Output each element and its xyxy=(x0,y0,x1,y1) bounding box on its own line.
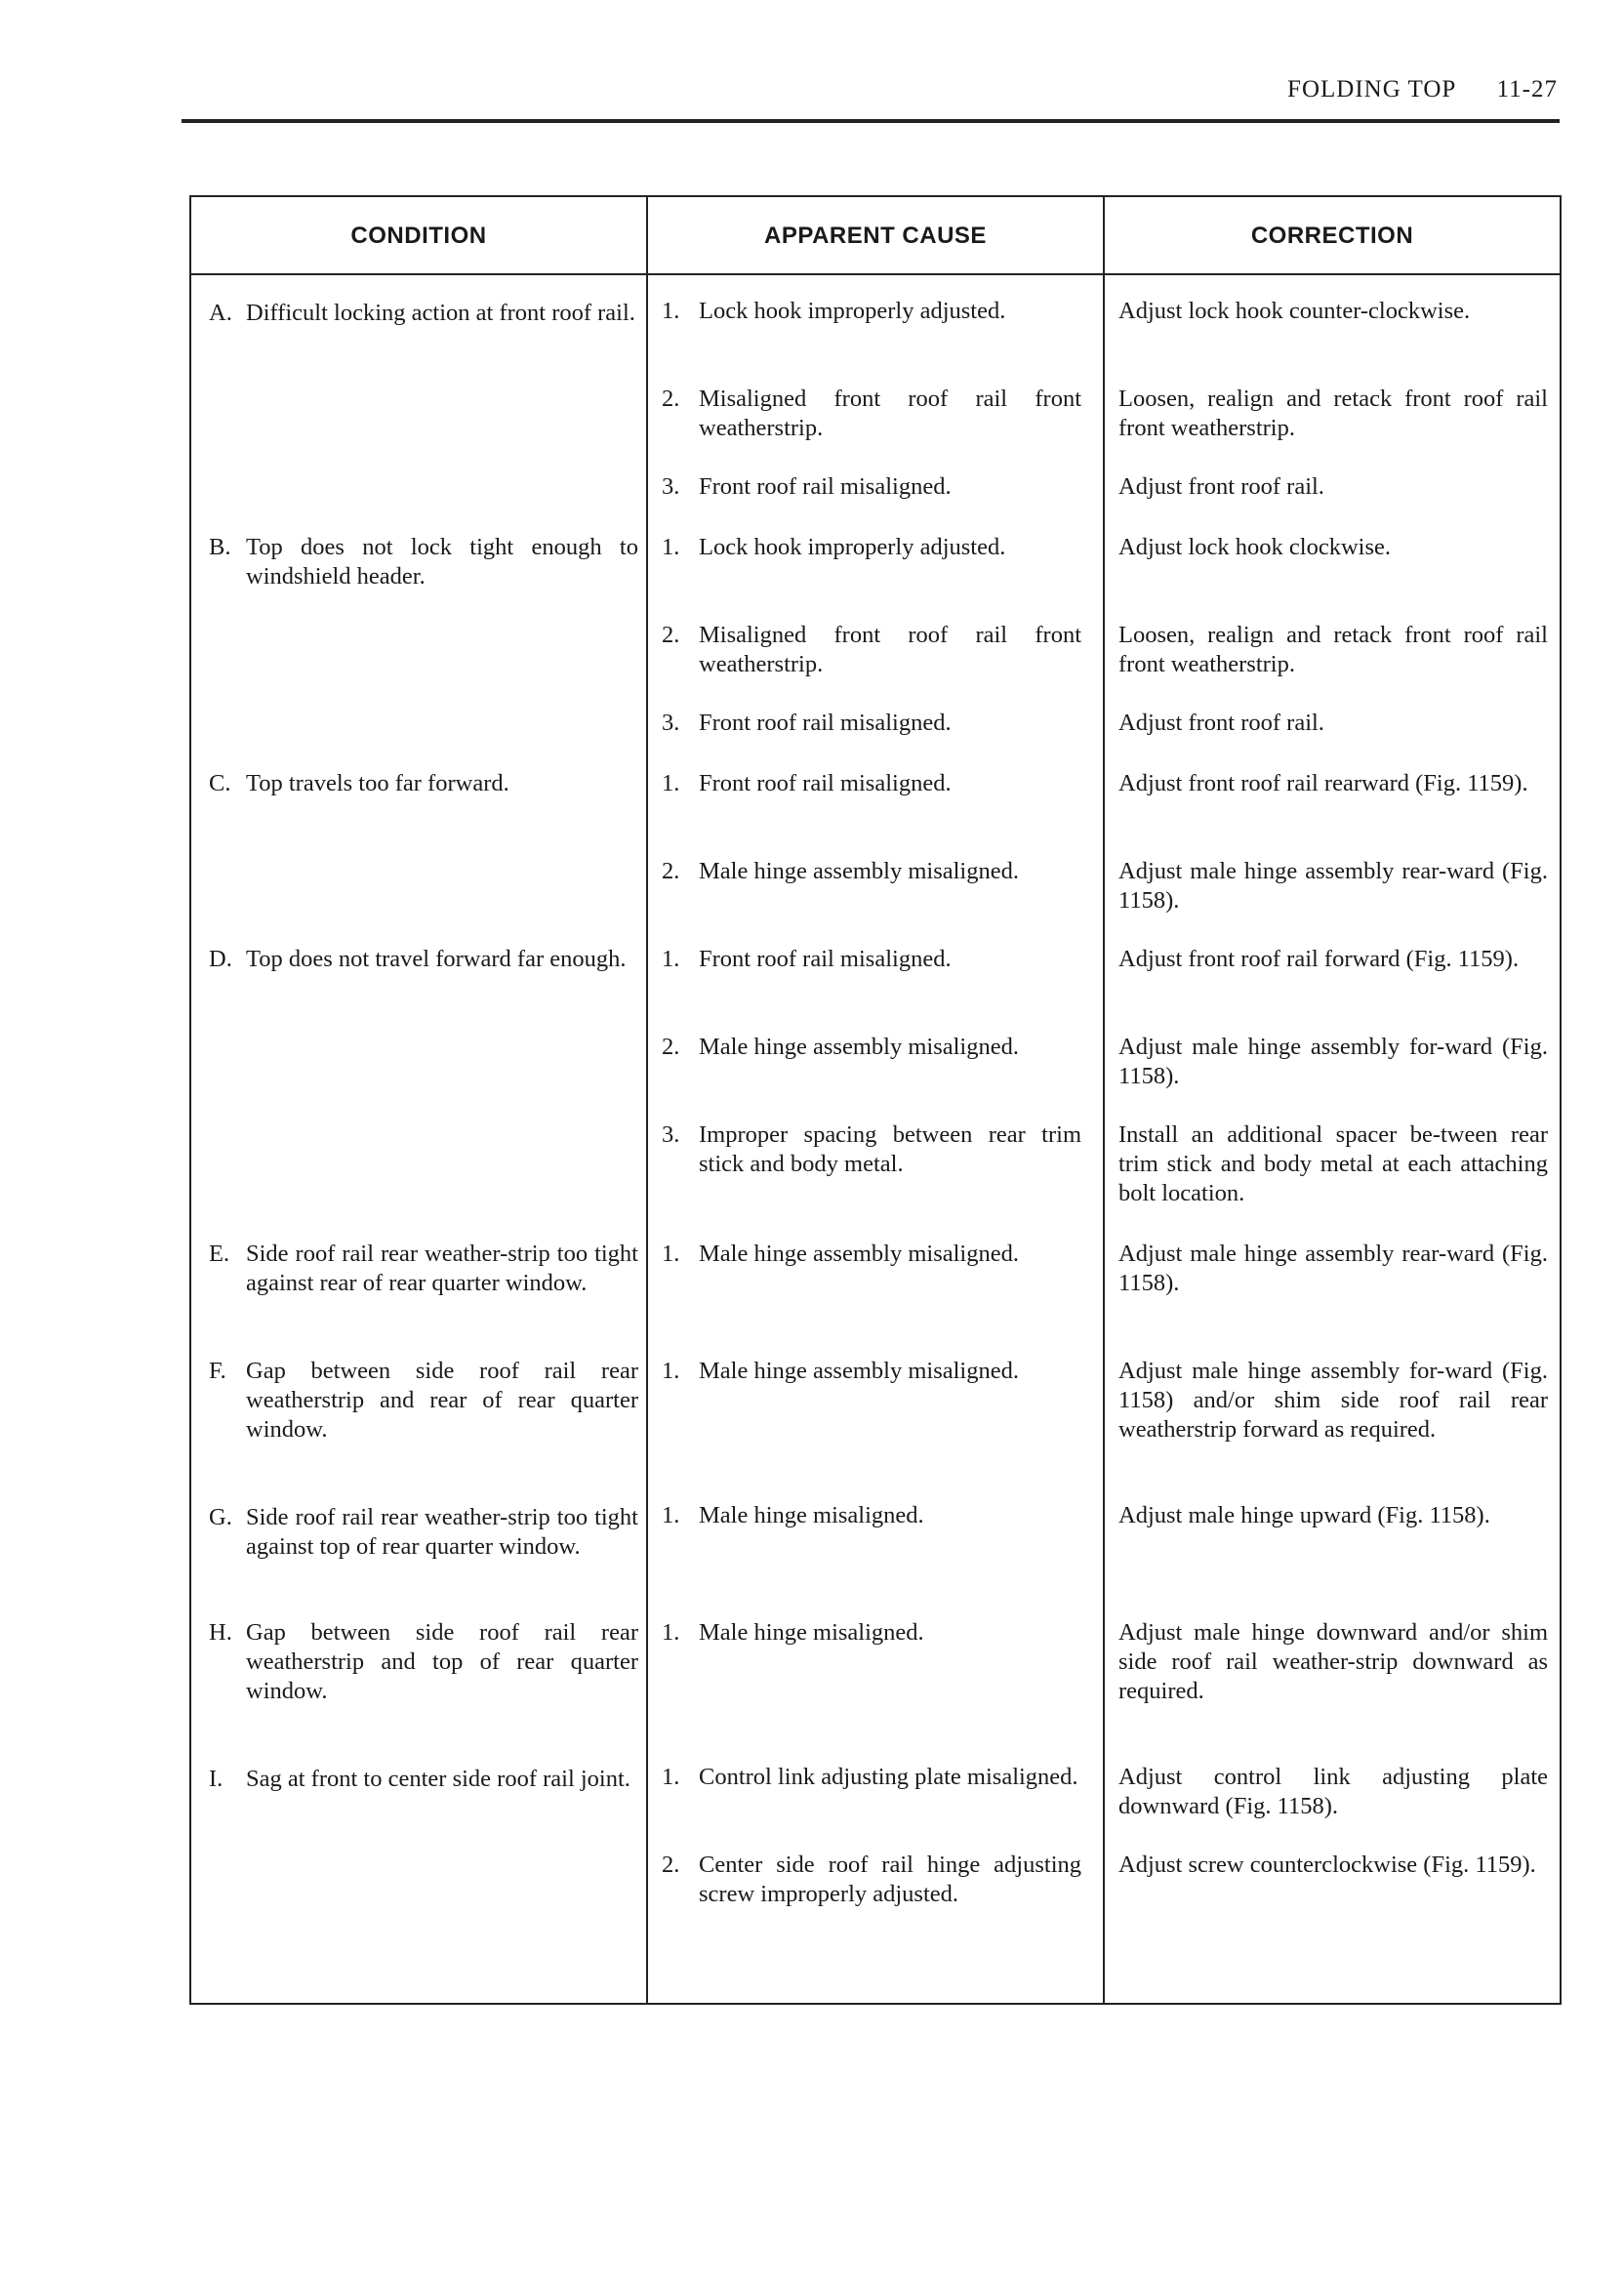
cause-text: Male hinge assembly misaligned. xyxy=(699,858,1019,884)
correction-text: Adjust control link adjusting plate downward (Fig. 1158). xyxy=(1118,1764,1548,1819)
column-header-apparent-cause: APPARENT CAUSE xyxy=(764,223,987,249)
condition-letter: A. xyxy=(209,300,232,326)
cause-text: Front roof rail misaligned. xyxy=(699,770,952,796)
cause-text: Front roof rail misaligned. xyxy=(699,946,952,972)
cause-text: Male hinge assembly misaligned. xyxy=(699,1034,1019,1060)
cause-text: Male hinge misaligned. xyxy=(699,1619,924,1646)
correction-text: Adjust front roof rail. xyxy=(1118,710,1324,736)
condition-text: Sag at front to center side roof rail joint. xyxy=(246,1766,630,1792)
condition-h xyxy=(209,1618,638,1706)
correction-text: Adjust lock hook counter-clockwise. xyxy=(1118,298,1471,324)
column-header-condition: CONDITION xyxy=(350,223,487,249)
condition-text: Side roof rail rear weather-strip too tight against rear of rear quarter window. xyxy=(246,1241,638,1296)
cause-text: Control link adjusting plate misaligned. xyxy=(699,1764,1078,1790)
condition-text: Top does not travel forward far enough. xyxy=(246,946,627,972)
cause-text: Improper spacing between rear trim stick and body metal. xyxy=(699,1121,1081,1177)
cause-number: 2. xyxy=(662,622,680,648)
cause-number: 1. xyxy=(662,1502,680,1528)
cause-item xyxy=(662,385,1081,443)
condition-b xyxy=(209,533,638,591)
condition-e xyxy=(209,1240,638,1298)
cause-number: 1. xyxy=(662,1764,680,1790)
cause-item xyxy=(662,533,1081,562)
correction-text: Adjust front roof rail rearward (Fig. 1159). xyxy=(1118,770,1528,796)
correction-text: Adjust male hinge assembly rear-ward (Fig. 1158). xyxy=(1118,858,1548,914)
condition-text: Top does not lock tight enough to windshield header. xyxy=(246,534,638,590)
cause-text: Front roof rail misaligned. xyxy=(699,473,952,500)
cause-item xyxy=(662,621,1081,679)
cause-text: Front roof rail misaligned. xyxy=(699,710,952,736)
condition-text: Gap between side roof rail rear weatherstrip and top of rear quarter window. xyxy=(246,1619,638,1704)
cause-item xyxy=(662,1851,1081,1909)
condition-text: Gap between side roof rail rear weatherstrip and rear of rear quarter window. xyxy=(246,1358,638,1443)
cause-number: 1. xyxy=(662,1358,680,1384)
condition-i xyxy=(209,1765,638,1794)
condition-letter: H. xyxy=(209,1619,232,1646)
condition-letter: G. xyxy=(209,1504,232,1530)
cause-text: Male hinge assembly misaligned. xyxy=(699,1358,1019,1384)
header-divider xyxy=(191,273,1560,275)
cause-item xyxy=(662,769,1081,798)
cause-item xyxy=(662,1120,1081,1179)
correction-text: Adjust male hinge downward and/or shim side roof rail weather-strip downward as required. xyxy=(1118,1619,1548,1704)
condition-text: Top travels too far forward. xyxy=(246,770,509,796)
column-divider xyxy=(1103,197,1105,2003)
cause-item xyxy=(662,945,1081,974)
cause-number: 1. xyxy=(662,298,680,324)
cause-text: Male hinge misaligned. xyxy=(699,1502,924,1528)
cause-number: 3. xyxy=(662,473,680,500)
condition-letter: I. xyxy=(209,1766,223,1792)
condition-c xyxy=(209,769,638,798)
cause-number: 1. xyxy=(662,770,680,796)
cause-number: 2. xyxy=(662,1852,680,1878)
cause-number: 3. xyxy=(662,1121,680,1148)
cause-item xyxy=(662,1763,1081,1792)
cause-item xyxy=(662,1618,1081,1648)
cause-text: Center side roof rail hinge adjusting screw improperly adjusted. xyxy=(699,1852,1081,1907)
correction-text: Adjust front roof rail. xyxy=(1118,473,1324,500)
condition-f xyxy=(209,1357,638,1445)
troubleshooting-table xyxy=(189,195,1562,2005)
cause-item xyxy=(662,1357,1081,1386)
page-header xyxy=(1287,76,1558,103)
cause-item xyxy=(662,472,1081,502)
condition-text: Difficult locking action at front roof rail. xyxy=(246,300,635,326)
section-title: FOLDING TOP xyxy=(1287,76,1457,102)
cause-item xyxy=(662,1501,1081,1530)
correction-text: Adjust screw counterclockwise (Fig. 1159). xyxy=(1118,1852,1536,1878)
page-number: 11-27 xyxy=(1496,76,1558,102)
cause-item xyxy=(662,297,1081,326)
cause-number: 1. xyxy=(662,946,680,972)
condition-letter: D. xyxy=(209,946,232,972)
condition-letter: F. xyxy=(209,1358,226,1384)
cause-number: 2. xyxy=(662,386,680,412)
cause-text: Lock hook improperly adjusted. xyxy=(699,534,1006,560)
correction-text: Adjust male hinge assembly rear-ward (Fig. 1158). xyxy=(1118,1241,1548,1296)
condition-letter: C. xyxy=(209,770,231,796)
correction-text: Adjust lock hook clockwise. xyxy=(1118,534,1391,560)
cause-number: 2. xyxy=(662,858,680,884)
cause-number: 3. xyxy=(662,710,680,736)
cause-item xyxy=(662,1033,1081,1062)
cause-number: 1. xyxy=(662,1619,680,1646)
condition-a xyxy=(209,299,638,328)
cause-text: Male hinge assembly misaligned. xyxy=(699,1241,1019,1267)
correction-text: Adjust male hinge assembly for-ward (Fig. 1158) and/or shim side roof rail rear weatherstrip forward as required. xyxy=(1118,1358,1548,1443)
column-header-correction: CORRECTION xyxy=(1250,223,1414,249)
correction-text: Install an additional spacer be-tween rear trim stick and body metal at each attaching bolt location. xyxy=(1118,1121,1548,1206)
condition-d xyxy=(209,945,638,974)
cause-item xyxy=(662,1240,1081,1269)
cause-text: Misaligned front roof rail front weatherstrip. xyxy=(699,622,1081,677)
condition-letter: E. xyxy=(209,1241,230,1267)
cause-text: Misaligned front roof rail front weatherstrip. xyxy=(699,386,1081,441)
column-divider xyxy=(646,197,648,2003)
correction-text: Loosen, realign and retack front roof rail front weatherstrip. xyxy=(1118,386,1548,441)
cause-number: 2. xyxy=(662,1034,680,1060)
cause-number: 1. xyxy=(662,534,680,560)
correction-text: Adjust male hinge upward (Fig. 1158). xyxy=(1118,1502,1490,1528)
header-rule xyxy=(182,119,1560,123)
condition-g xyxy=(209,1503,638,1562)
correction-text: Adjust front roof rail forward (Fig. 1159). xyxy=(1118,946,1520,972)
correction-text: Adjust male hinge assembly for-ward (Fig. 1158). xyxy=(1118,1034,1548,1089)
cause-item xyxy=(662,709,1081,738)
correction-text: Loosen, realign and retack front roof rail front weatherstrip. xyxy=(1118,622,1548,677)
cause-item xyxy=(662,857,1081,886)
condition-letter: B. xyxy=(209,534,231,560)
condition-text: Side roof rail rear weather-strip too tight against top of rear quarter window. xyxy=(246,1504,638,1560)
cause-number: 1. xyxy=(662,1241,680,1267)
cause-text: Lock hook improperly adjusted. xyxy=(699,298,1006,324)
